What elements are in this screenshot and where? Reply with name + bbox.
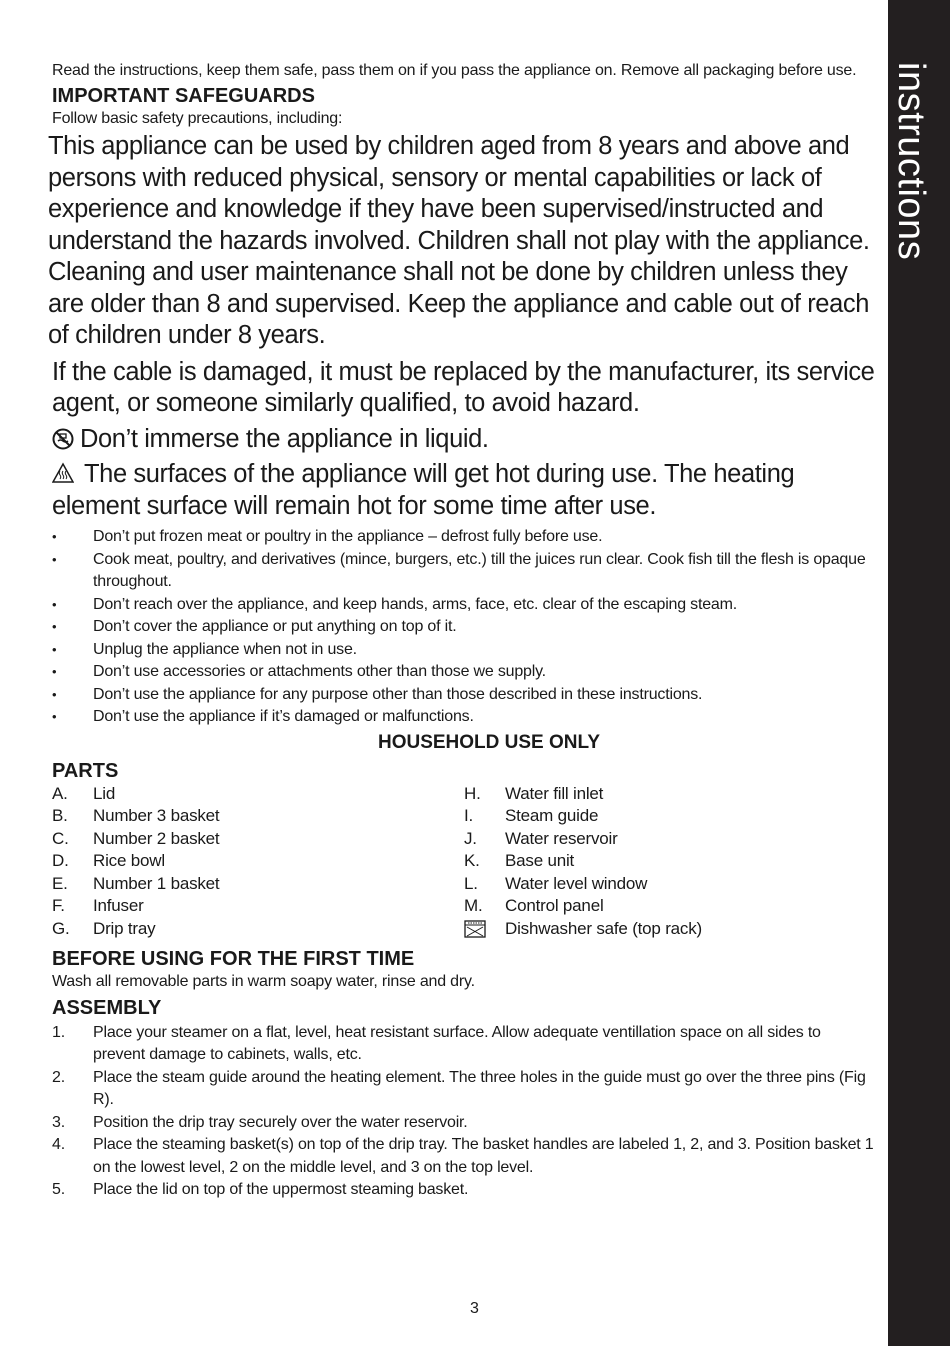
list-item: A. Lid (52, 783, 116, 803)
dishwasher-icon (464, 920, 486, 938)
dishwasher-safe-item: Dishwasher safe (top rack) (464, 918, 876, 945)
list-item: • Cook meat, poultry, and derivatives (mince, burgers, etc.) till the juices run clear. Cook fish till the flesh is opaque throughout. (52, 549, 876, 594)
list-item: I. Steam guide (464, 806, 599, 826)
safeguards-heading: IMPORTANT SAFEGUARDS (52, 85, 315, 107)
no-immerse-icon (52, 428, 74, 450)
list-item: F. Infuser (52, 896, 144, 916)
list-item: C. Number 2 basket (52, 828, 220, 848)
list-item: M. Control panel (464, 896, 604, 916)
parts-column-left (52, 783, 464, 945)
list-item: 3. Position the drip tray securely over the water reservoir. (52, 1113, 468, 1131)
assembly-heading: ASSEMBLY (52, 996, 162, 1019)
safety-bullet-list (52, 526, 876, 729)
parts-heading: PARTS (52, 759, 119, 782)
hot-warning (52, 459, 876, 522)
assembly-steps (52, 1022, 876, 1202)
sidebar-label: instructions (890, 62, 932, 261)
immerse-warning-text: Don’t immerse the appliance in liquid. (80, 424, 489, 453)
list-item: 1. Place your steamer on a flat, level, heat resistant surface. Allow adequate ventillation space on all sides to prevent damage to cabinets, walls, etc. (52, 1023, 821, 1064)
immerse-warning-line (52, 424, 876, 456)
list-item: K. Base unit (464, 851, 575, 871)
list-item: B. Number 3 basket (52, 806, 220, 826)
safeguards-subheading: Follow basic safety precautions, including: (52, 110, 343, 127)
list-item: • Don’t put frozen meat or poultry in the appliance – defrost fully before use. (52, 526, 876, 549)
list-item: • Don’t cover the appliance or put anything on top of it. (52, 616, 876, 639)
list-item: G. Drip tray (52, 919, 156, 939)
list-item: • Don’t use the appliance for any purpose other than those described in these instructions. (52, 684, 876, 707)
intro-text: Read the instructions, keep them safe, pass them on if you pass the appliance on. Remove all packaging before use. (52, 62, 857, 79)
list-item: L. Water level window (464, 873, 648, 893)
first-time-heading: BEFORE USING FOR THE FIRST TIME (52, 947, 415, 970)
list-item: 4. Place the steaming basket(s) on top of the drip tray. The basket handles are labeled 1, 2, and 3. Position basket 1 on the lowest level, 2 on the middle level, and 3 on the top level. (52, 1136, 874, 1176)
cable-warning: If the cable is damaged, it must be replaced by the manufacturer, its service agent, or someone similarly qualified, to avoid hazard. (52, 357, 875, 417)
list-item: • Don’t use the appliance if it’s damaged or malfunctions. (52, 706, 876, 729)
parts-list (52, 783, 876, 945)
page-number: 3 (470, 1300, 479, 1317)
hot-surface-icon (52, 462, 74, 484)
list-item: • Unplug the appliance when not in use. (52, 639, 876, 662)
list-item: H. Water fill inlet (464, 783, 604, 803)
list-item: • Don’t reach over the appliance, and keep hands, arms, face, etc. clear of the escaping steam. (52, 594, 876, 617)
household-use-heading: HOUSEHOLD USE ONLY (377, 731, 601, 753)
list-item: 2. Place the steam guide around the heating element. The three holes in the guide must go over the three pins (Fig R). (52, 1068, 866, 1109)
first-time-text: Wash all removable parts in warm soapy water, rinse and dry. (52, 972, 475, 990)
list-item: J. Water reservoir (464, 828, 618, 848)
list-item: E. Number 1 basket (52, 873, 220, 893)
list-item: D. Rice bowl (52, 851, 165, 871)
page-content (48, 60, 876, 1202)
list-item: • Don’t use accessories or attachments other than those we supply. (52, 661, 876, 684)
sidebar-tab (888, 0, 950, 1346)
children-warning: This appliance can be used by children aged from 8 years and above and persons with reduced physical, sensory or mental capabilities or lack of experience and knowledge if they have been supervised/instructed and understand the hazards involved. Children shall not play with the appliance. Cleaning and user maintenance shall not be done by children unless they are older than 8 and supervised. Keep the appliance and cable out of reach of children under 8 years. (48, 132, 870, 349)
list-item: 5. Place the lid on top of the uppermost steaming basket. (52, 1181, 469, 1199)
parts-column-right (464, 783, 876, 945)
hot-warning-text: The surfaces of the appliance will get hot during use. The heating element surface will remain hot for some time after use. (52, 460, 795, 520)
